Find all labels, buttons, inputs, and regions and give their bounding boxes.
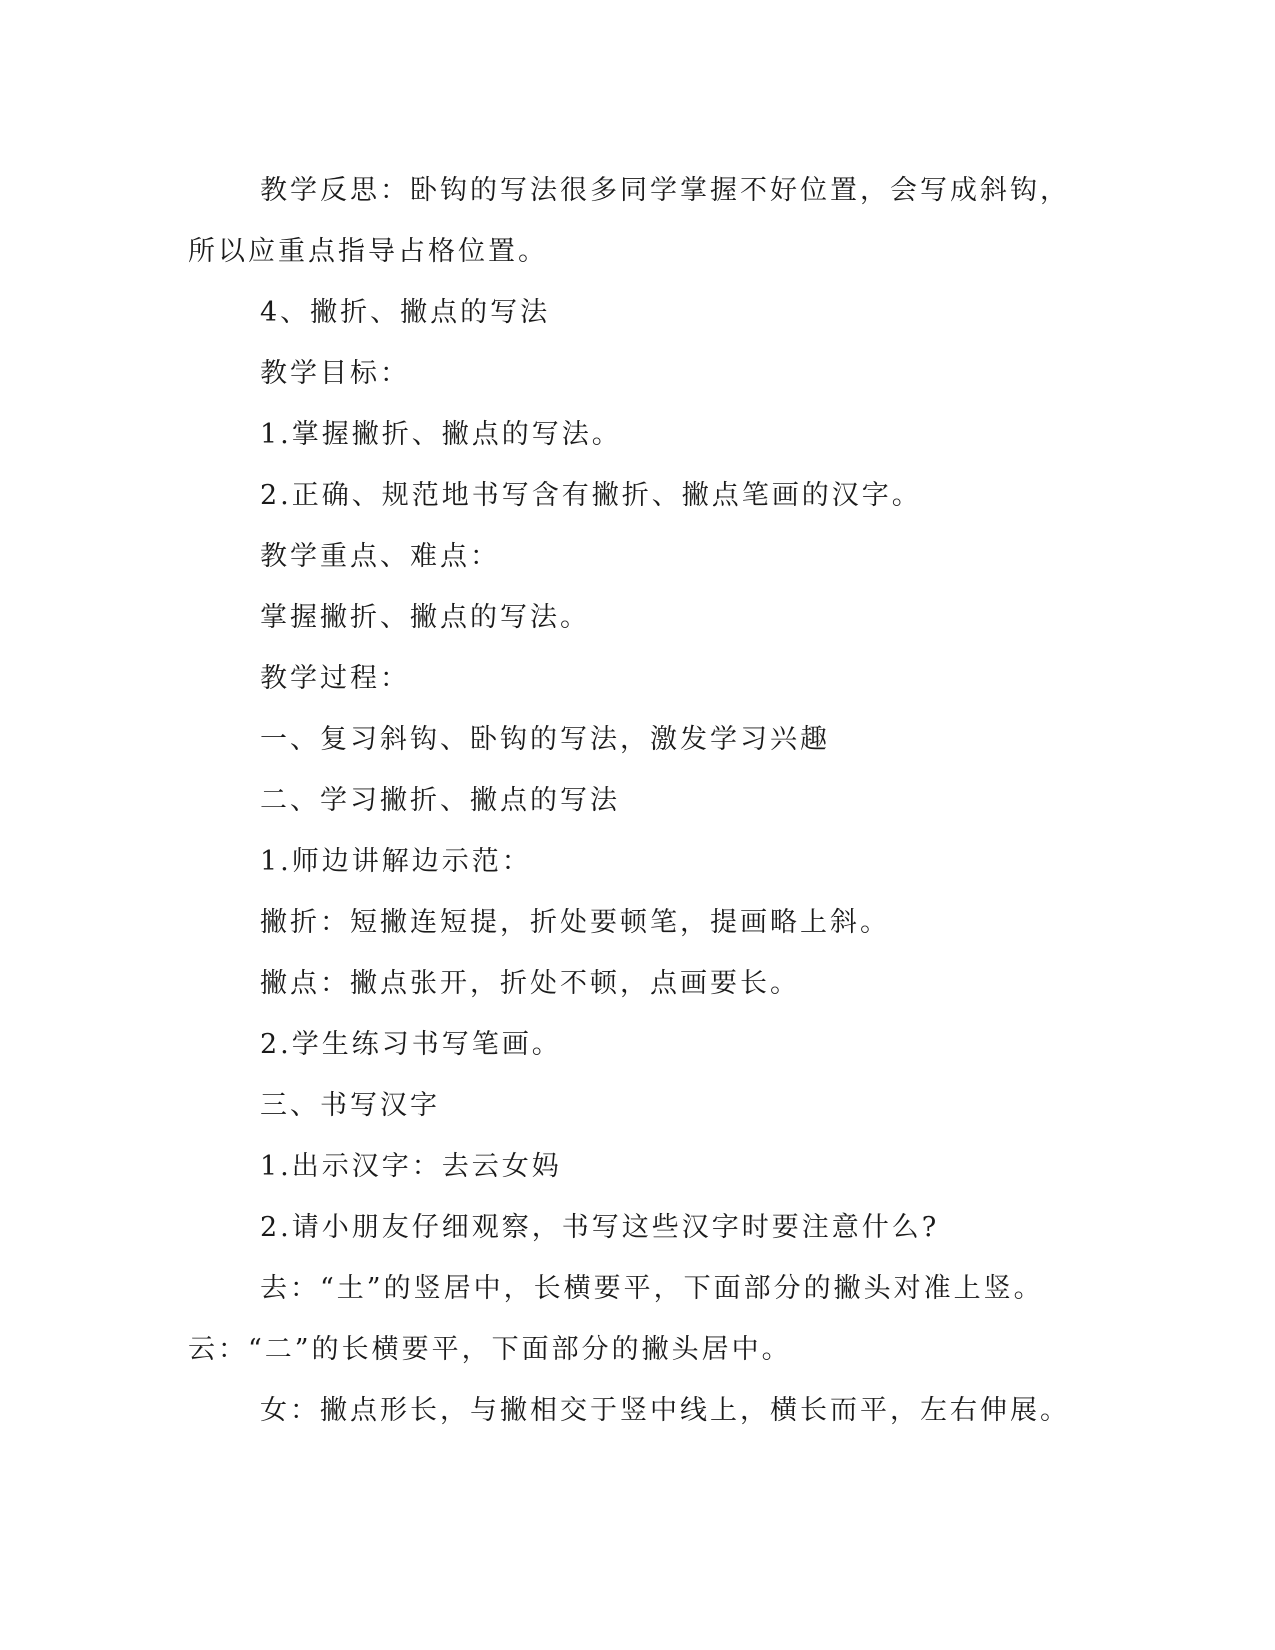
paragraph-reflection: 教学反思：卧钩的写法很多同学掌握不好位置，会写成斜钩，所以应重点指导占格位置。 <box>188 175 1070 267</box>
paragraph-key-points-heading: 教学重点、难点： <box>260 541 500 572</box>
document-body <box>188 160 1078 1441</box>
paragraph-objectives-heading: 教学目标： <box>260 358 410 389</box>
paragraph-step-2-2: 2.学生练习书写笔画。 <box>260 1029 562 1060</box>
paragraph-key-points: 掌握撇折、撇点的写法。 <box>260 602 590 633</box>
paragraph-step-2: 二、学习撇折、撇点的写法 <box>260 785 620 816</box>
paragraph-step-3-2: 2.请小朋友仔细观察，书写这些汉字时要注意什么? <box>260 1212 940 1243</box>
paragraph-step-1: 一、复习斜钩、卧钩的写法，激发学习兴趣 <box>260 724 830 755</box>
paragraph-process-heading: 教学过程： <box>260 663 410 694</box>
section-heading-4: 4、撇折、撇点的写法 <box>260 297 551 328</box>
paragraph-nv: 女：撇点形长，与撇相交于竖中线上，横长而平，左右伸展。 <box>260 1395 1070 1426</box>
paragraph-step-3-1: 1.出示汉字：去云女妈 <box>260 1151 562 1182</box>
paragraph-qu-yun: 去：“土”的竖居中，长横要平，下面部分的撇头对准上竖。云：“二”的长横要平，下面部分的撇头居中。 <box>188 1273 1044 1365</box>
paragraph-objective-1: 1.掌握撇折、撇点的写法。 <box>260 419 622 450</box>
paragraph-piedian: 撇点：撇点张开，折处不顿，点画要长。 <box>260 968 800 999</box>
paragraph-piezhe: 撇折：短撇连短提，折处要顿笔，提画略上斜。 <box>260 907 890 938</box>
paragraph-step-2-1: 1.师边讲解边示范： <box>260 846 532 877</box>
paragraph-objective-2: 2.正确、规范地书写含有撇折、撇点笔画的汉字。 <box>260 480 922 511</box>
paragraph-step-3: 三、书写汉字 <box>260 1090 440 1121</box>
